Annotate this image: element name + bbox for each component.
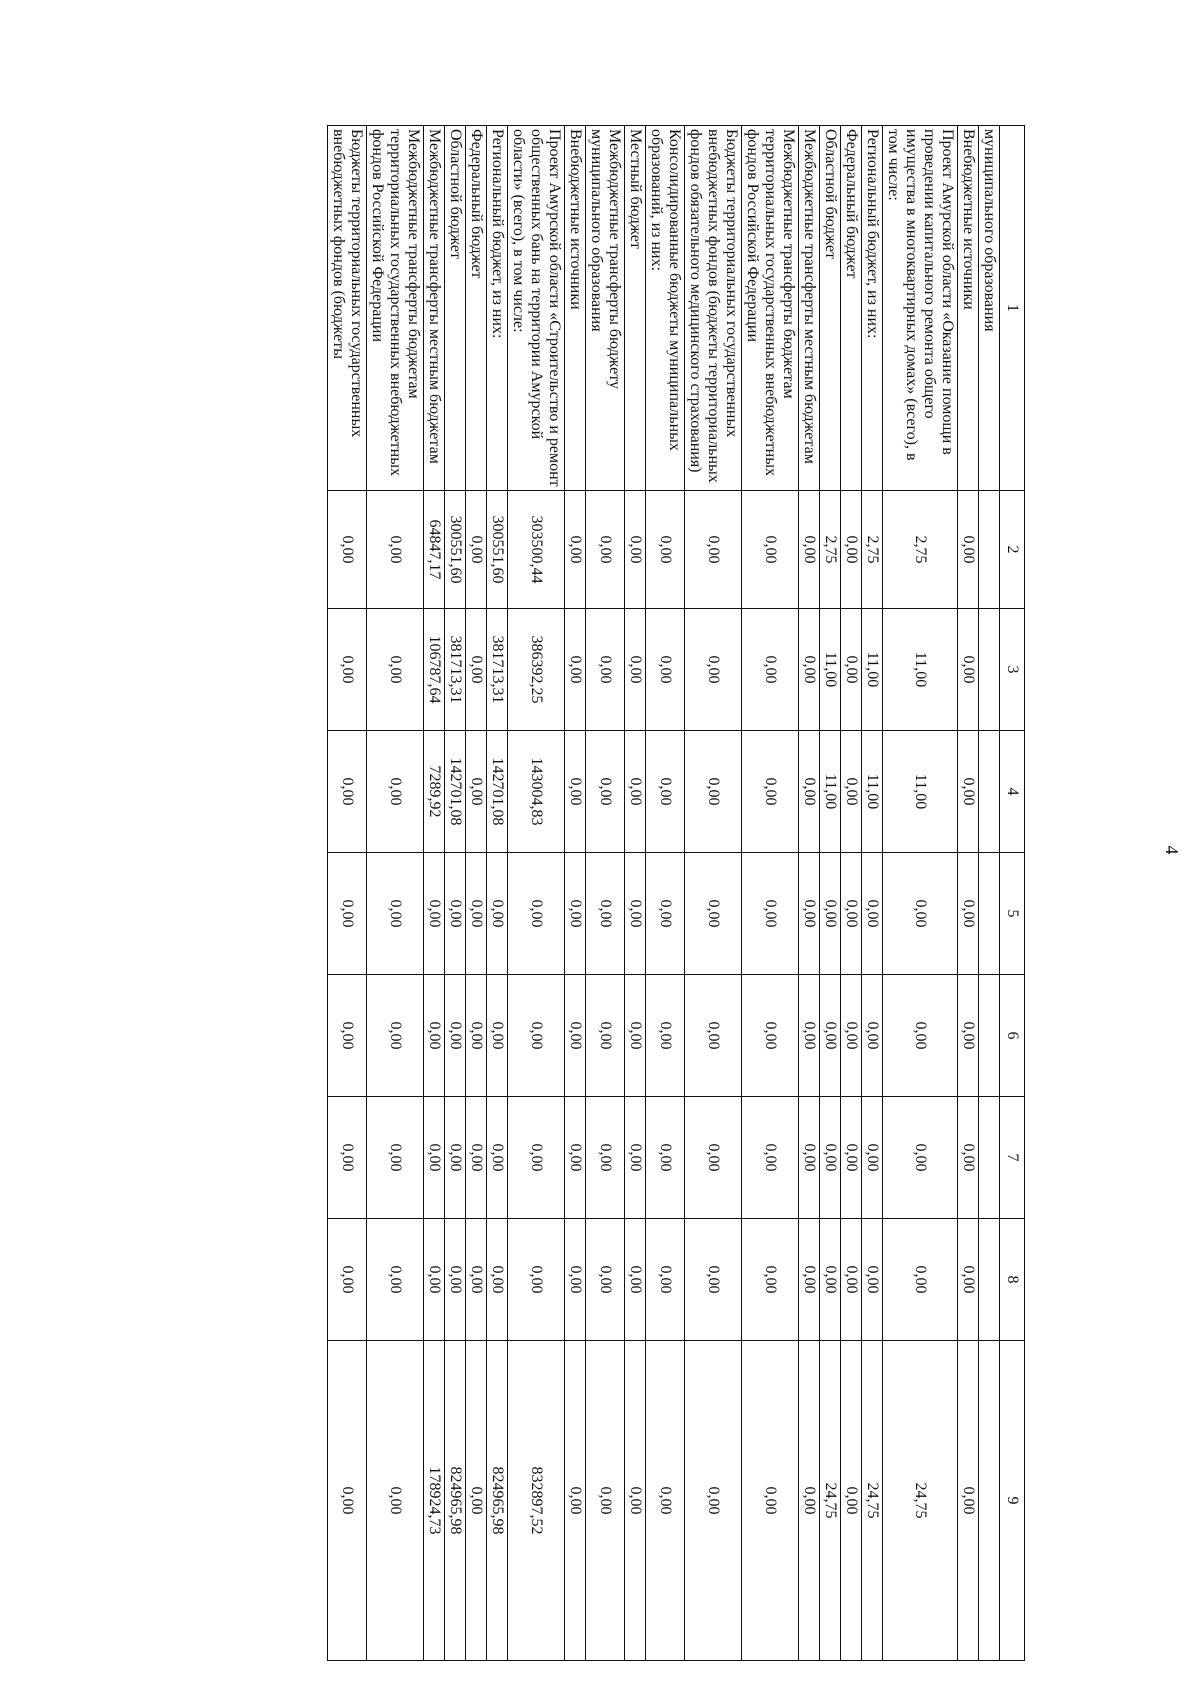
value-cell: 0,00 bbox=[466, 853, 487, 975]
table-row bbox=[445, 126, 466, 1661]
value-cell: 0,00 bbox=[841, 1341, 862, 1661]
row-label-cell: Федеральный бюджет bbox=[841, 126, 862, 491]
value-cell: 0,00 bbox=[625, 731, 646, 853]
table-row bbox=[742, 126, 799, 1661]
row-label-cell: Региональный бюджет, из них: bbox=[862, 126, 883, 491]
value-cell: 0,00 bbox=[685, 1219, 742, 1341]
value-cell: 0,00 bbox=[565, 609, 586, 731]
column-header: 4 bbox=[1000, 731, 1025, 853]
value-cell bbox=[979, 1341, 1000, 1661]
value-cell: 0,00 bbox=[799, 1097, 820, 1219]
value-cell: 0,00 bbox=[328, 491, 367, 609]
value-cell: 0,00 bbox=[586, 853, 625, 975]
value-cell: 386392,25 bbox=[508, 609, 565, 731]
value-cell: 0,00 bbox=[466, 1219, 487, 1341]
table-row bbox=[979, 126, 1000, 1661]
column-header: 1 bbox=[1000, 126, 1025, 491]
value-cell: 0,00 bbox=[565, 853, 586, 975]
value-cell: 0,00 bbox=[424, 853, 445, 975]
value-cell: 0,00 bbox=[625, 491, 646, 609]
value-cell: 0,00 bbox=[742, 975, 799, 1097]
value-cell: 0,00 bbox=[367, 491, 424, 609]
column-header: 2 bbox=[1000, 491, 1025, 609]
value-cell: 0,00 bbox=[466, 975, 487, 1097]
column-header: 5 bbox=[1000, 853, 1025, 975]
value-cell: 381713,31 bbox=[487, 609, 508, 731]
value-cell: 0,00 bbox=[508, 853, 565, 975]
value-cell: 0,00 bbox=[625, 975, 646, 1097]
value-cell: 106787,64 bbox=[424, 609, 445, 731]
value-cell: 0,00 bbox=[328, 609, 367, 731]
value-cell: 0,00 bbox=[487, 975, 508, 1097]
value-cell: 0,00 bbox=[799, 975, 820, 1097]
value-cell: 0,00 bbox=[565, 1097, 586, 1219]
value-cell: 0,00 bbox=[466, 491, 487, 609]
value-cell: 0,00 bbox=[625, 609, 646, 731]
value-cell: 0,00 bbox=[625, 1097, 646, 1219]
value-cell: 0,00 bbox=[742, 1341, 799, 1661]
table-header-row bbox=[1000, 126, 1025, 1661]
value-cell: 0,00 bbox=[958, 1219, 979, 1341]
value-cell: 11,00 bbox=[883, 731, 958, 853]
row-label-cell: Региональный бюджет, из них: bbox=[487, 126, 508, 491]
value-cell: 0,00 bbox=[799, 1219, 820, 1341]
row-label-cell: муниципального образования bbox=[979, 126, 1000, 491]
value-cell: 0,00 bbox=[367, 1097, 424, 1219]
value-cell bbox=[979, 731, 1000, 853]
value-cell: 24,75 bbox=[883, 1341, 958, 1661]
value-cell: 0,00 bbox=[646, 731, 685, 853]
row-label-cell: Межбюджетные трансферты бюджету муниципального образования bbox=[586, 126, 625, 491]
table-body bbox=[328, 126, 1000, 1661]
value-cell: 0,00 bbox=[685, 609, 742, 731]
value-cell: 0,00 bbox=[841, 1097, 862, 1219]
value-cell: 0,00 bbox=[883, 975, 958, 1097]
value-cell: 0,00 bbox=[328, 731, 367, 853]
value-cell: 0,00 bbox=[646, 1097, 685, 1219]
value-cell: 2,75 bbox=[820, 491, 841, 609]
table-row bbox=[565, 126, 586, 1661]
value-cell: 0,00 bbox=[685, 491, 742, 609]
row-label-cell: Областной бюджет bbox=[820, 126, 841, 491]
value-cell: 24,75 bbox=[862, 1341, 883, 1661]
table-row bbox=[487, 126, 508, 1661]
column-header: 6 bbox=[1000, 975, 1025, 1097]
value-cell: 0,00 bbox=[841, 491, 862, 609]
value-cell: 0,00 bbox=[958, 1341, 979, 1661]
value-cell: 0,00 bbox=[958, 1097, 979, 1219]
value-cell: 0,00 bbox=[646, 853, 685, 975]
table-row bbox=[586, 126, 625, 1661]
table-row bbox=[862, 126, 883, 1661]
value-cell bbox=[979, 1219, 1000, 1341]
value-cell: 0,00 bbox=[586, 609, 625, 731]
value-cell: 0,00 bbox=[862, 1219, 883, 1341]
value-cell: 0,00 bbox=[685, 853, 742, 975]
value-cell: 0,00 bbox=[466, 609, 487, 731]
row-label-cell: Бюджеты территориальных государственных внебюджетных фондов (бюджеты bbox=[328, 126, 367, 491]
value-cell: 0,00 bbox=[328, 975, 367, 1097]
value-cell: 0,00 bbox=[646, 609, 685, 731]
column-header: 9 bbox=[1000, 1341, 1025, 1661]
value-cell: 0,00 bbox=[742, 1219, 799, 1341]
page-number: 4 bbox=[1162, 845, 1182, 855]
value-cell: 0,00 bbox=[487, 1219, 508, 1341]
value-cell: 2,75 bbox=[883, 491, 958, 609]
value-cell: 0,00 bbox=[445, 1219, 466, 1341]
row-label-cell: Бюджеты территориальных государственных внебюджетных фондов (бюджеты территориальных фондов обязательного медицинского страхования) bbox=[685, 126, 742, 491]
value-cell: 0,00 bbox=[883, 1097, 958, 1219]
table-row bbox=[820, 126, 841, 1661]
value-cell: 0,00 bbox=[883, 1219, 958, 1341]
value-cell: 11,00 bbox=[820, 731, 841, 853]
column-header: 8 bbox=[1000, 1219, 1025, 1341]
value-cell: 0,00 bbox=[742, 609, 799, 731]
finance-table-container bbox=[327, 125, 1025, 1660]
value-cell: 0,00 bbox=[742, 731, 799, 853]
value-cell bbox=[979, 491, 1000, 609]
value-cell: 0,00 bbox=[586, 731, 625, 853]
row-label-cell: Межбюджетные трансферты местным бюджетам bbox=[424, 126, 445, 491]
value-cell: 0,00 bbox=[742, 853, 799, 975]
finance-table bbox=[327, 125, 1025, 1661]
value-cell: 143004,83 bbox=[508, 731, 565, 853]
table-row bbox=[958, 126, 979, 1661]
value-cell: 0,00 bbox=[841, 609, 862, 731]
value-cell bbox=[979, 1097, 1000, 1219]
value-cell: 178924,73 bbox=[424, 1341, 445, 1661]
value-cell: 0,00 bbox=[508, 1219, 565, 1341]
value-cell: 0,00 bbox=[625, 1219, 646, 1341]
value-cell: 0,00 bbox=[958, 853, 979, 975]
value-cell: 0,00 bbox=[565, 1219, 586, 1341]
table-row bbox=[466, 126, 487, 1661]
value-cell: 303500,44 bbox=[508, 491, 565, 609]
value-cell: 0,00 bbox=[367, 853, 424, 975]
value-cell: 0,00 bbox=[820, 975, 841, 1097]
table-row bbox=[685, 126, 742, 1661]
row-label-cell: Межбюджетные трансферты бюджетам территориальных государственных внебюджетных фондов Российской Федерации bbox=[742, 126, 799, 491]
value-cell: 0,00 bbox=[565, 731, 586, 853]
value-cell: 0,00 bbox=[742, 491, 799, 609]
value-cell: 0,00 bbox=[685, 1341, 742, 1661]
value-cell: 0,00 bbox=[565, 975, 586, 1097]
table-row bbox=[799, 126, 820, 1661]
row-label-cell: Федеральный бюджет bbox=[466, 126, 487, 491]
value-cell: 0,00 bbox=[685, 975, 742, 1097]
value-cell: 0,00 bbox=[841, 731, 862, 853]
table-row bbox=[328, 126, 367, 1661]
value-cell: 2,75 bbox=[862, 491, 883, 609]
value-cell: 64847,17 bbox=[424, 491, 445, 609]
value-cell: 0,00 bbox=[799, 609, 820, 731]
value-cell: 0,00 bbox=[445, 853, 466, 975]
value-cell: 11,00 bbox=[862, 731, 883, 853]
value-cell bbox=[979, 853, 1000, 975]
value-cell: 0,00 bbox=[862, 1097, 883, 1219]
value-cell: 0,00 bbox=[799, 731, 820, 853]
value-cell: 0,00 bbox=[328, 1097, 367, 1219]
value-cell: 7289,92 bbox=[424, 731, 445, 853]
value-cell: 0,00 bbox=[958, 491, 979, 609]
column-header: 3 bbox=[1000, 609, 1025, 731]
value-cell: 0,00 bbox=[367, 609, 424, 731]
row-label-cell: Внебюджетные источники bbox=[958, 126, 979, 491]
value-cell bbox=[979, 975, 1000, 1097]
value-cell: 142701,08 bbox=[445, 731, 466, 853]
value-cell: 0,00 bbox=[841, 1219, 862, 1341]
value-cell: 0,00 bbox=[646, 975, 685, 1097]
column-header: 7 bbox=[1000, 1097, 1025, 1219]
value-cell: 300551,60 bbox=[445, 491, 466, 609]
value-cell: 0,00 bbox=[883, 853, 958, 975]
value-cell bbox=[979, 609, 1000, 731]
value-cell: 0,00 bbox=[565, 1341, 586, 1661]
row-label-cell: Проект Амурской области «Строительство и ремонт общественных бань на территории Амурской области» (всего), в том числе: bbox=[508, 126, 565, 491]
value-cell: 0,00 bbox=[466, 731, 487, 853]
value-cell: 0,00 bbox=[328, 1219, 367, 1341]
value-cell: 0,00 bbox=[586, 1219, 625, 1341]
value-cell: 381713,31 bbox=[445, 609, 466, 731]
value-cell: 0,00 bbox=[862, 975, 883, 1097]
row-label-cell: Внебюджетные источники bbox=[565, 126, 586, 491]
value-cell: 11,00 bbox=[862, 609, 883, 731]
value-cell: 0,00 bbox=[586, 491, 625, 609]
value-cell: 0,00 bbox=[424, 975, 445, 1097]
value-cell: 0,00 bbox=[328, 1341, 367, 1661]
value-cell: 0,00 bbox=[625, 853, 646, 975]
table-row bbox=[424, 126, 445, 1661]
value-cell: 832897,52 bbox=[508, 1341, 565, 1661]
row-label-cell: Проект Амурской области «Оказание помощи в проведении капитального ремонта общего имущества в многоквартирных домах» (всего), в том числе: bbox=[883, 126, 958, 491]
value-cell: 0,00 bbox=[367, 1341, 424, 1661]
value-cell: 0,00 bbox=[742, 1097, 799, 1219]
value-cell: 142701,08 bbox=[487, 731, 508, 853]
value-cell: 0,00 bbox=[487, 853, 508, 975]
value-cell: 0,00 bbox=[445, 975, 466, 1097]
value-cell: 824965,98 bbox=[445, 1341, 466, 1661]
value-cell: 0,00 bbox=[367, 975, 424, 1097]
value-cell: 0,00 bbox=[820, 853, 841, 975]
value-cell: 0,00 bbox=[685, 1097, 742, 1219]
row-label-cell: Межбюджетные трансферты местным бюджетам bbox=[799, 126, 820, 491]
table-row bbox=[841, 126, 862, 1661]
row-label-cell: Консолидированные бюджеты муниципальных образований, из них: bbox=[646, 126, 685, 491]
value-cell: 0,00 bbox=[958, 975, 979, 1097]
value-cell: 24,75 bbox=[820, 1341, 841, 1661]
value-cell: 0,00 bbox=[841, 975, 862, 1097]
table-row bbox=[508, 126, 565, 1661]
value-cell: 11,00 bbox=[820, 609, 841, 731]
value-cell: 0,00 bbox=[328, 853, 367, 975]
table-row bbox=[625, 126, 646, 1661]
row-label-cell: Областной бюджет bbox=[445, 126, 466, 491]
value-cell: 0,00 bbox=[799, 491, 820, 609]
value-cell: 0,00 bbox=[565, 491, 586, 609]
table-row bbox=[883, 126, 958, 1661]
value-cell: 0,00 bbox=[958, 731, 979, 853]
value-cell: 0,00 bbox=[367, 731, 424, 853]
value-cell: 0,00 bbox=[487, 1097, 508, 1219]
value-cell: 0,00 bbox=[820, 1219, 841, 1341]
value-cell: 300551,60 bbox=[487, 491, 508, 609]
row-label-cell: Местный бюджет bbox=[625, 126, 646, 491]
row-label-cell: Межбюджетные трансферты бюджетам территориальных государственных внебюджетных фондов Российской Федерации bbox=[367, 126, 424, 491]
value-cell: 0,00 bbox=[586, 1341, 625, 1661]
value-cell: 11,00 bbox=[883, 609, 958, 731]
value-cell: 0,00 bbox=[367, 1219, 424, 1341]
value-cell: 0,00 bbox=[466, 1341, 487, 1661]
value-cell: 0,00 bbox=[586, 1097, 625, 1219]
value-cell: 0,00 bbox=[586, 975, 625, 1097]
value-cell: 0,00 bbox=[424, 1097, 445, 1219]
value-cell: 0,00 bbox=[445, 1097, 466, 1219]
value-cell: 0,00 bbox=[862, 853, 883, 975]
value-cell: 0,00 bbox=[625, 1341, 646, 1661]
value-cell: 0,00 bbox=[646, 1219, 685, 1341]
value-cell: 0,00 bbox=[685, 731, 742, 853]
value-cell: 0,00 bbox=[958, 609, 979, 731]
value-cell: 0,00 bbox=[508, 1097, 565, 1219]
value-cell: 0,00 bbox=[508, 975, 565, 1097]
value-cell: 0,00 bbox=[820, 1097, 841, 1219]
value-cell: 824965,98 bbox=[487, 1341, 508, 1661]
table-row bbox=[367, 126, 424, 1661]
value-cell: 0,00 bbox=[424, 1219, 445, 1341]
value-cell: 0,00 bbox=[841, 853, 862, 975]
value-cell: 0,00 bbox=[799, 1341, 820, 1661]
value-cell: 0,00 bbox=[646, 491, 685, 609]
table-row bbox=[646, 126, 685, 1661]
value-cell: 0,00 bbox=[799, 853, 820, 975]
value-cell: 0,00 bbox=[466, 1097, 487, 1219]
value-cell: 0,00 bbox=[646, 1341, 685, 1661]
